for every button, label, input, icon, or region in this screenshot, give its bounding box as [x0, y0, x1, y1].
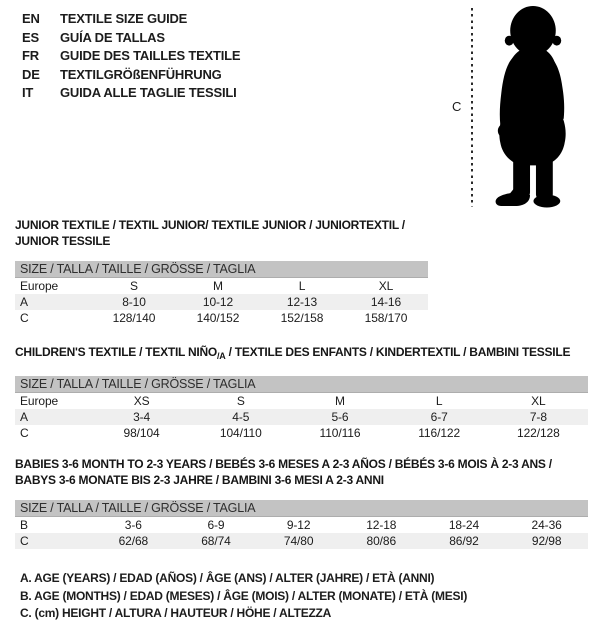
language-label: TEXTILGRÖßENFÜHRUNG	[60, 66, 222, 82]
height-figure	[448, 4, 584, 210]
size-cell: 92/98	[531, 534, 562, 548]
table-title-part: /A	[216, 351, 226, 361]
size-cell: 98/104	[123, 426, 160, 440]
legend-line-b: B. AGE (MONTHS) / EDAD (MESES) / ÂGE (MOIS) / ALTER (MONATE) / ETÀ (MESI)	[20, 588, 468, 603]
table-title-part: BABIES 3-6 MONTH TO 2-3 YEARS / BEBÉS 3-6 MESES A 2-3 AÑOS / BÉBÉS 3-6 MOIS À 2-3 ANS /	[15, 457, 552, 471]
row-label: C	[20, 311, 29, 325]
size-cell: 158/170	[364, 311, 408, 325]
size-cell: XS	[133, 394, 150, 408]
size-cell: 110/116	[319, 426, 361, 440]
size-cell: XL	[531, 394, 546, 408]
language-label: GUIDE DES TAILLES TEXTILE	[60, 48, 241, 63]
size-cell: XL	[378, 279, 394, 293]
junior-size-table	[15, 278, 428, 326]
size-cell: 6-9	[207, 518, 225, 532]
size-cell: 7-8	[529, 410, 547, 424]
language-row	[22, 29, 240, 48]
size-cell: L	[435, 394, 443, 408]
babies-table-title	[15, 456, 588, 488]
row-label: A	[20, 410, 28, 424]
table-row	[15, 425, 588, 441]
size-cell: S	[130, 279, 138, 293]
legend-line-a: A. AGE (YEARS) / EDAD (AÑOS) / ÂGE (ANS) / ALTER (JAHRE) / ETÀ (ANNI)	[20, 571, 435, 585]
babies-size-table	[15, 517, 588, 549]
size-cell: 8-10	[122, 295, 146, 309]
size-cell: 12-18	[366, 518, 397, 532]
legend-line-c: C. (cm) HEIGHT / ALTURA / HAUTEUR / HÖHE / ALTEZZA	[20, 606, 332, 620]
size-cell: 9-12	[286, 518, 311, 532]
size-cell: 122/128	[517, 426, 560, 440]
size-cell: 80/86	[366, 534, 397, 548]
language-code: FR	[22, 48, 39, 63]
size-cell: 116/122	[418, 426, 461, 440]
language-label: GUIDA ALLE TAGLIE TESSILI	[60, 85, 237, 100]
size-cell: 152/158	[280, 311, 324, 325]
row-label: Europe	[20, 279, 59, 293]
size-cell: M	[335, 394, 345, 408]
size-cell: 68/74	[201, 534, 231, 548]
language-row	[22, 10, 240, 29]
size-cell: 12-13	[286, 295, 318, 309]
size-cell: 5-6	[331, 410, 349, 424]
table-row	[15, 393, 588, 409]
height-dotted-line	[471, 8, 473, 207]
table-title-part: BABYS 3-6 MONATE BIS 2-3 JAHRE / BAMBINI 3-6 MESI A 2-3 ANNI	[15, 473, 384, 487]
size-cell: 86/92	[449, 534, 479, 548]
size-header-band: SIZE / TALLA / TAILLE / GRÖSSE / TAGLIA	[15, 261, 428, 278]
size-cell: 74/80	[283, 534, 314, 548]
row-label: A	[20, 295, 28, 309]
row-label: C	[20, 426, 29, 440]
size-cell: 140/152	[196, 311, 240, 325]
size-cell: 4-5	[232, 410, 250, 424]
size-cell: 6-7	[430, 410, 448, 424]
table-row	[15, 294, 428, 310]
table-row	[15, 517, 588, 533]
language-label: GUÍA DE TALLAS	[60, 29, 165, 45]
junior-table-section	[15, 217, 428, 326]
size-cell: 104/110	[219, 426, 262, 440]
size-cell: 128/140	[112, 311, 156, 325]
size-cell: 3-6	[124, 518, 142, 532]
table-title-part: / TEXTILE DES ENFANTS / KINDERTEXTIL / BAMBINI TESSILE	[225, 345, 571, 359]
language-code: IT	[22, 85, 34, 100]
language-row	[22, 47, 240, 66]
children-table-title	[15, 344, 588, 364]
language-code: EN	[22, 11, 40, 26]
size-cell: L	[298, 279, 306, 293]
language-code: ES	[22, 29, 39, 45]
size-cell: 14-16	[370, 295, 402, 309]
table-row	[15, 278, 428, 294]
table-row	[15, 310, 428, 326]
language-row	[22, 84, 240, 103]
size-header-band: SIZE / TALLA / TAILLE / GRÖSSE / TAGLIA	[15, 500, 588, 517]
language-row	[22, 66, 240, 85]
language-code: DE	[22, 66, 40, 82]
size-header-band: SIZE / TALLA / TAILLE / GRÖSSE / TAGLIA	[15, 376, 588, 393]
size-cell: 10-12	[202, 295, 234, 309]
table-title-part: CHILDREN'S TEXTILE / TEXTIL NIÑO	[15, 345, 217, 359]
row-label: Europe	[20, 394, 59, 408]
baby-silhouette-icon	[482, 4, 582, 210]
size-cell: M	[213, 279, 223, 293]
table-row	[15, 533, 588, 549]
children-table-section	[15, 344, 588, 441]
table-title-part: JUNIOR TEXTILE / TEXTIL JUNIOR/ TEXTILE JUNIOR / JUNIORTEXTIL / JUNIOR TESSILE	[15, 218, 405, 248]
table-row	[15, 409, 588, 425]
size-cell: 18-24	[448, 518, 480, 532]
children-size-table	[15, 393, 588, 441]
language-list	[22, 10, 240, 103]
language-label: TEXTILE SIZE GUIDE	[60, 11, 188, 26]
size-cell: 24-36	[531, 518, 562, 532]
junior-table-title	[15, 217, 428, 249]
legend	[20, 570, 600, 623]
height-measure-label: C	[452, 99, 462, 114]
babies-table-section	[15, 456, 588, 549]
size-cell: 62/68	[118, 534, 149, 548]
size-cell: 3-4	[133, 410, 151, 424]
size-cell: S	[236, 394, 245, 408]
row-label: B	[20, 518, 28, 532]
header-area	[0, 0, 600, 212]
row-label: C	[20, 534, 29, 548]
